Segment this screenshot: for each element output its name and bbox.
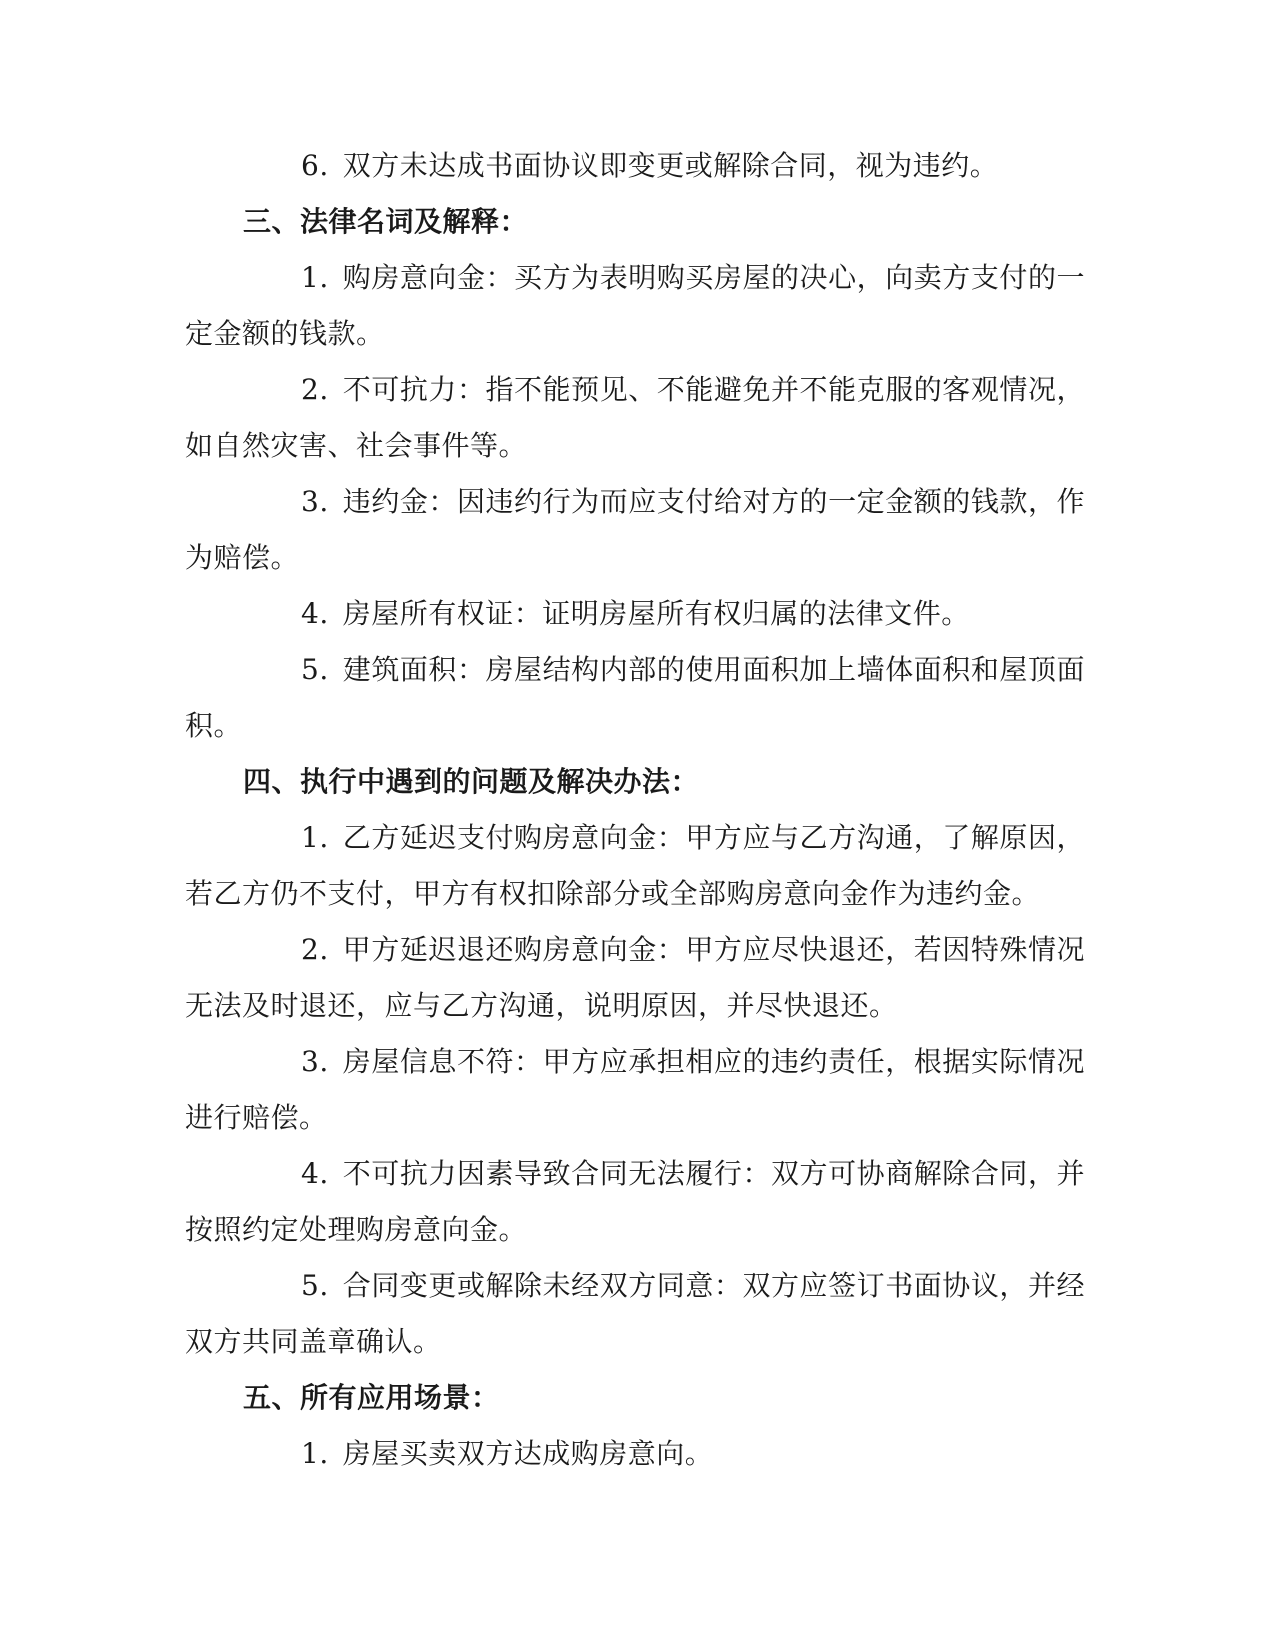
clause-number: 3. <box>301 485 329 518</box>
clause-number: 1. <box>301 821 329 854</box>
clause-text: 甲方延迟退还购房意向金：甲方应尽快退还，若因特殊情况无法及时退还，应与乙方沟通，说明原因，并尽快退还。 <box>185 933 1085 1022</box>
clause-text: 双方未达成书面协议即变更或解除合同，视为违约。 <box>342 149 999 182</box>
clause-item <box>185 250 1085 362</box>
clause-text: 购房意向金：买方为表明购买房屋的决心，向卖方支付的一定金额的钱款。 <box>185 261 1085 350</box>
section-heading: 五、所有应用场景： <box>243 1381 500 1414</box>
clause-text: 乙方延迟支付购房意向金：甲方应与乙方沟通，了解原因，若乙方仍不支付，甲方有权扣除部分或全部购房意向金作为违约金。 <box>185 821 1085 910</box>
clause-number: 1. <box>301 261 329 294</box>
clause-text: 违约金：因违约行为而应支付给对方的一定金额的钱款，作为赔偿。 <box>185 485 1085 574</box>
clause-item <box>185 1034 1085 1146</box>
clause-item <box>185 474 1085 586</box>
clause-item <box>185 922 1085 1034</box>
clause-number: 3. <box>301 1045 329 1078</box>
clause-text: 房屋所有权证：证明房屋所有权归属的法律文件。 <box>342 597 970 630</box>
clause-number: 2. <box>301 373 329 406</box>
clause-item <box>185 1426 1085 1482</box>
clause-number: 1. <box>301 1437 329 1470</box>
section-heading: 四、执行中遇到的问题及解决办法： <box>243 765 700 798</box>
clause-item <box>185 1146 1085 1258</box>
clause-number: 6. <box>301 149 329 182</box>
clause-text: 不可抗力：指不能预见、不能避免并不能克服的客观情况，如自然灾害、社会事件等。 <box>185 373 1085 462</box>
clause-number: 4. <box>301 597 329 630</box>
clause-number: 5. <box>301 653 329 686</box>
clause-text: 不可抗力因素导致合同无法履行：双方可协商解除合同，并按照约定处理购房意向金。 <box>185 1157 1085 1246</box>
clause-item <box>185 810 1085 922</box>
clause-item <box>185 586 1085 642</box>
clause-item <box>185 362 1085 474</box>
clause-number: 5. <box>301 1269 329 1302</box>
clause-number: 4. <box>301 1157 329 1190</box>
clause-item <box>185 642 1085 754</box>
clause-item <box>185 1258 1085 1370</box>
clause-text: 房屋买卖双方达成购房意向。 <box>342 1437 714 1470</box>
clause-text: 建筑面积：房屋结构内部的使用面积加上墙体面积和屋顶面积。 <box>185 653 1085 742</box>
clause-number: 2. <box>301 933 329 966</box>
clause-text: 房屋信息不符：甲方应承担相应的违约责任，根据实际情况进行赔偿。 <box>185 1045 1085 1134</box>
clause-text: 合同变更或解除未经双方同意：双方应签订书面协议，并经双方共同盖章确认。 <box>185 1269 1085 1358</box>
section-heading: 三、法律名词及解释： <box>243 205 529 238</box>
document-page <box>185 138 1085 1482</box>
clause-item <box>185 138 1085 194</box>
